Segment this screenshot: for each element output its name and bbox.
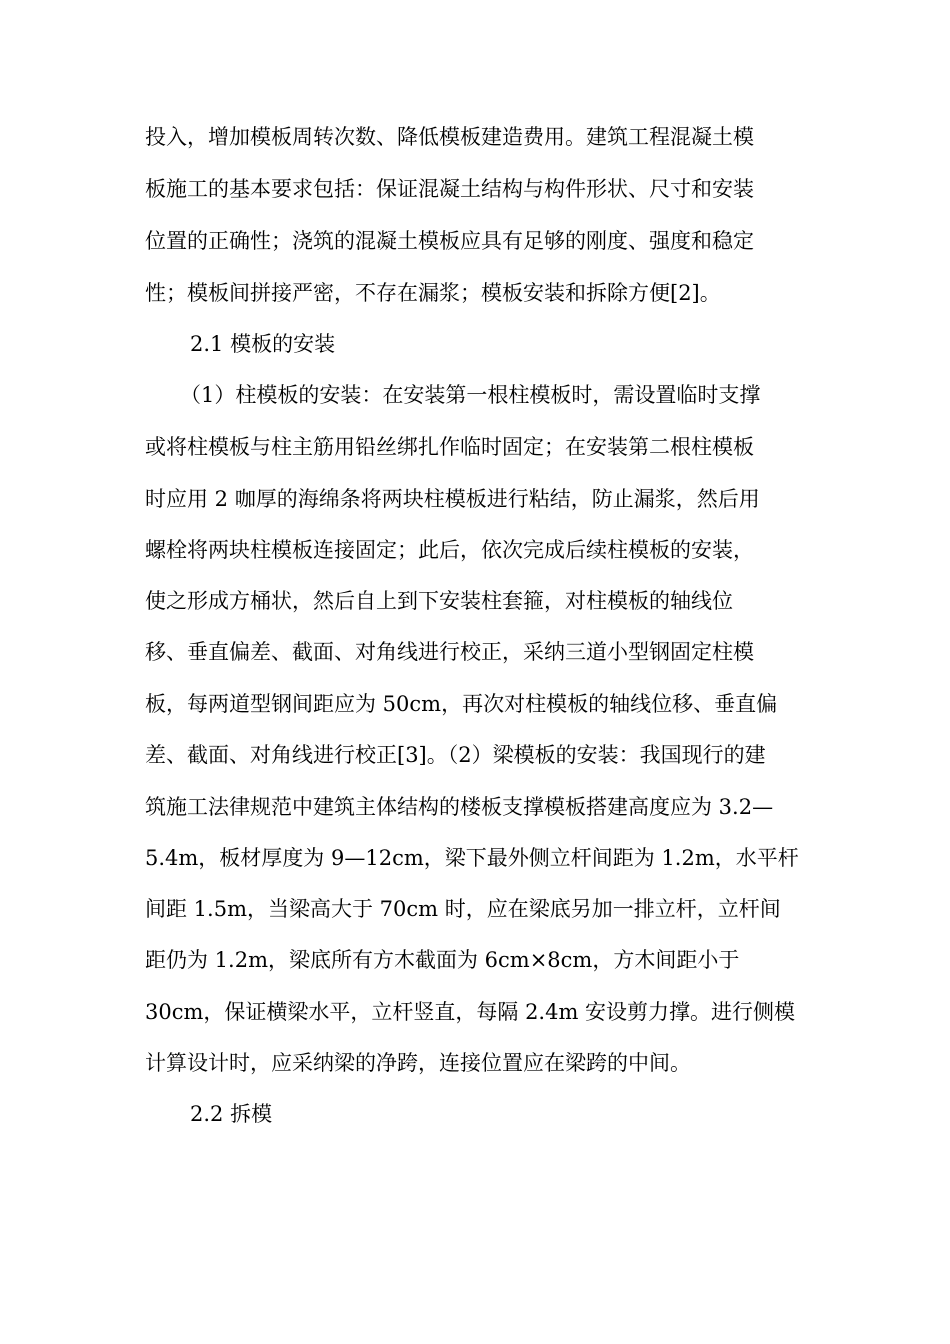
paragraph-line: 位置的正确性；浇筑的混凝土模板应具有足够的刚度、强度和稳定 — [145, 229, 754, 253]
paragraph-line: 时应用 2 咖厚的海绵条将两块柱模板进行粘结，防止漏浆，然后用 — [145, 487, 760, 511]
paragraph-line: 计算设计时，应采纳梁的净跨，连接位置应在梁跨的中间。 — [145, 1051, 691, 1075]
paragraph-line: 筑施工法律规范中建筑主体结构的楼板支撑模板搭建高度应为 3.2— — [145, 795, 774, 819]
paragraph-line: 或将柱模板与柱主筋用铅丝绑扎作临时固定；在安装第二根柱模板 — [145, 435, 754, 459]
paragraph-line: 板施工的基本要求包括：保证混凝土结构与构件形状、尺寸和安装 — [145, 177, 754, 201]
section-heading-2-1: 2.1 模板的安装 — [190, 332, 336, 356]
paragraph-line: 使之形成方桶状，然后自上到下安装柱套箍，对柱模板的轴线位 — [145, 589, 733, 613]
paragraph-line: 间距 1.5m，当梁高大于 70cm 时，应在梁底另加一排立杆，立杆间 — [145, 897, 781, 921]
paragraph-line: （1）柱模板的安装：在安装第一根柱模板时，需设置临时支撑 — [180, 383, 761, 407]
paragraph-line: 30cm，保证横梁水平，立杆竖直，每隔 2.4m 安设剪力撑。进行侧模 — [145, 1000, 796, 1024]
paragraph-line: 性；模板间拼接严密，不存在漏浆；模板安装和拆除方便[2]。 — [145, 281, 721, 305]
paragraph-line: 差、截面、对角线进行校正[3]。（2）梁模板的安装：我国现行的建 — [145, 743, 766, 767]
paragraph-line: 距仍为 1.2m，梁底所有方木截面为 6cm×8cm，方木间距小于 — [145, 948, 740, 972]
paragraph-line: 投入，增加模板周转次数、降低模板建造费用。建筑工程混凝土模 — [145, 125, 754, 149]
paragraph-line: 板，每两道型钢间距应为 50cm，再次对柱模板的轴线位移、垂直偏 — [145, 692, 778, 716]
paragraph-line: 移、垂直偏差、截面、对角线进行校正，采纳三道小型钢固定柱模 — [145, 640, 754, 664]
section-heading-2-2: 2.2 拆模 — [190, 1102, 273, 1126]
paragraph-line: 螺栓将两块柱模板连接固定；此后，依次完成后续柱模板的安装， — [145, 538, 754, 562]
paragraph-line: 5.4m，板材厚度为 9—12cm，梁下最外侧立杆间距为 1.2m，水平杆 — [145, 846, 799, 870]
